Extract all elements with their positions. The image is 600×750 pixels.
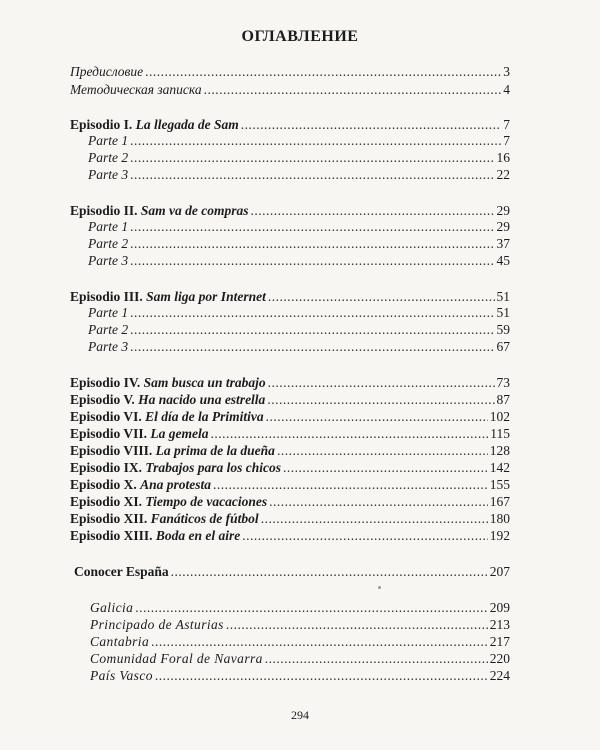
toc-entry-part: Parte 2 ..... 37 (88, 236, 510, 253)
toc-entry-part: Parte 3 ..... 45 (88, 253, 510, 270)
toc-entry-episode: Episodio II. Sam va de compras ..... 29 (70, 203, 510, 220)
toc-entry-episode: Episodio XII. Fanáticos de fútbol ..... 180 (70, 511, 510, 528)
toc-entry-episode: Episodio III. Sam liga por Internet ..... 51 (70, 289, 510, 306)
toc-entry-front: Методическая записка ..... 4 (70, 82, 510, 99)
paper-speck (378, 586, 381, 589)
toc-entry-region: Principado de Asturias ..... 213 (90, 617, 510, 634)
toc-entry-episode: Episodio XIII. Boda en el aire ..... 192 (70, 528, 510, 545)
toc-entry-part: Parte 3 ..... 22 (88, 167, 510, 184)
toc-entry-episode: Episodio X. Ana protesta ..... 155 (70, 477, 510, 494)
page-title: ОГЛАВЛЕНИЕ (241, 28, 359, 45)
toc-entry-episode: Episodio XI. Tiempo de vacaciones ..... 167 (70, 494, 510, 511)
page-number-footer: 294 (291, 708, 309, 722)
toc-entry-part: Parte 2 ..... 16 (88, 150, 510, 167)
toc-entry-episode: Episodio V. Ha nacido una estrella ..... 87 (70, 392, 510, 409)
toc-entry-region: Galicia ..... 209 (90, 600, 510, 617)
toc-entry-region: País Vasco ..... 224 (90, 668, 510, 685)
toc-entry-part: Parte 1 ..... 29 (88, 219, 510, 236)
toc-entry-part: Parte 3 ..... 67 (88, 339, 510, 356)
toc-entry-part: Parte 2 ..... 59 (88, 322, 510, 339)
toc-entry-part: Parte 1 ..... 7 (88, 133, 510, 150)
toc-entry-front: Предисловие ..... 3 (70, 64, 510, 81)
toc-entry-episode: Episodio IV. Sam busca un trabajo ..... 73 (70, 375, 510, 392)
toc-entry-episode: Episodio IX. Trabajos para los chicos ..... 142 (70, 460, 510, 477)
toc-entry-episode: Episodio VIII. La prima de la dueña ..... 128 (70, 443, 510, 460)
toc-entry-region: Comunidad Foral de Navarra ..... 220 (90, 651, 510, 668)
toc-entry-episode: Episodio VII. La gemela ..... 115 (70, 426, 510, 443)
toc-entry-conocer: Conocer España ..... 207 (74, 564, 510, 581)
toc-entry-region: Cantabria ..... 217 (90, 634, 510, 651)
toc-entry-episode: Episodio VI. El día de la Primitiva ..... 102 (70, 409, 510, 426)
toc-entry-episode: Episodio I. La llegada de Sam ..... 7 (70, 117, 510, 134)
toc-entry-part: Parte 1 ..... 51 (88, 305, 510, 322)
